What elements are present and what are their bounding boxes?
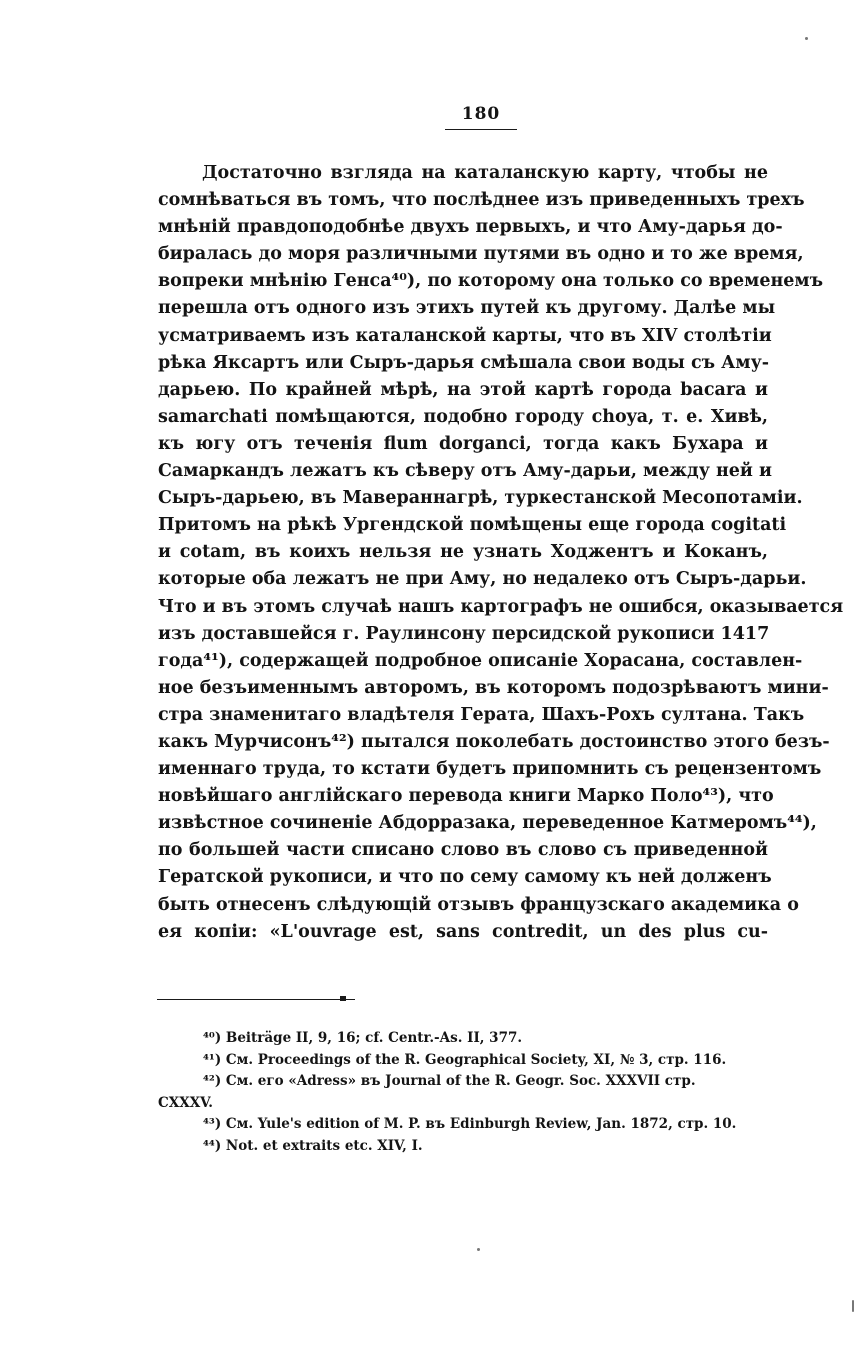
- text-line: Что и въ этомъ случаѣ нашъ картографъ не ошибся, оказывается: [158, 596, 844, 617]
- text-line: стра знаменитаго владѣтеля Герата, Шахъ-Рохъ султана. Такъ: [158, 704, 805, 725]
- text-line: извѣстное сочиненіе Абдорразака, переведенное Катмеромъ⁴⁴),: [158, 813, 817, 834]
- footnote-continuation: CXXXV.: [158, 1094, 213, 1111]
- text-line: которые оба лежатъ не при Аму, но недалеко отъ Сыръ-дарьи.: [158, 569, 807, 590]
- footnote: ⁴²) См. его «Adress» въ Journal of the R. Geogr. Soc. XXXVII стр.: [203, 1073, 696, 1089]
- text-line: перешла отъ одного изъ этихъ путей къ другому. Далѣе мы: [158, 298, 776, 319]
- text-line: ея копіи: «L'ouvrage est, sans contredit, un des plus cu-: [158, 921, 768, 942]
- text-line: вопреки мнѣнію Генса⁴⁰), по которому она только со временемъ: [158, 271, 824, 292]
- text-line: мнѣній правдоподобнѣе двухъ первыхъ, и что Аму-дарья до-: [158, 217, 783, 238]
- text-line: Притомъ на рѣкѣ Ургендской помѣщены еще города cogitati: [158, 515, 787, 536]
- footnote: ⁴⁴) Not. et extraits etc. XIV, I.: [203, 1137, 423, 1154]
- footnote: ⁴³) См. Yule's edition of M. P. въ Edinburgh Review, Jan. 1872, стр. 10.: [203, 1116, 737, 1132]
- footnote: ⁴⁰) Beiträge II, 9, 16; cf. Centr.-As. II, 377.: [203, 1030, 523, 1046]
- text-line: Достаточно взгляда на каталанскую карту, чтобы не: [202, 163, 768, 183]
- header-rule: [445, 129, 517, 130]
- body-text: [158, 160, 844, 946]
- paper-speck: [852, 1300, 854, 1312]
- paper-speck: [805, 37, 808, 40]
- text-line: усматриваемъ изъ каталанской карты, что въ XIV столѣтіи: [158, 325, 772, 346]
- text-line: сомнѣваться въ томъ, что послѣднее изъ приведенныхъ трехъ: [158, 190, 805, 211]
- page-number: 180: [461, 104, 501, 124]
- text-line: дарьею. По крайней мѣрѣ, на этой картѣ города bacara и: [158, 379, 768, 400]
- text-line: и cotam, въ коихъ нельзя не узнать Ходжентъ и Коканъ,: [158, 542, 768, 563]
- text-line: ное безъименнымъ авторомъ, въ которомъ подозрѣваютъ мини-: [158, 677, 829, 698]
- text-line: къ югу отъ теченія flum dorganci, тогда какъ Бухара и: [158, 433, 768, 454]
- text-line: samarchati помѣщаются, подобно городу choya, т. е. Хивѣ,: [158, 406, 768, 427]
- text-line: быть отнесенъ слѣдующій отзывъ французскаго академика о: [158, 894, 799, 915]
- text-line: по большей части списано слово въ слово съ приведенной: [158, 840, 768, 861]
- text-line: именнаго труда, то кстати будетъ припомнить съ рецензентомъ: [158, 759, 822, 780]
- text-line: года⁴¹), содержащей подробное описаніе Хорасана, составлен-: [158, 650, 803, 671]
- footnote: ⁴¹) См. Proceedings of the R. Geographical Society, XI, № 3, стр. 116.: [203, 1051, 727, 1068]
- text-line: биралась до моря различными путями въ одно и то же время,: [158, 244, 804, 265]
- text-line: Самаркандъ лежатъ къ сѣверу отъ Аму-дарьи, между ней и: [158, 461, 772, 482]
- text-line: новѣйшаго англійскаго перевода книги Марко Поло⁴³), что: [158, 786, 774, 807]
- footnote-rule-mark: [340, 996, 346, 1001]
- paper-speck: [477, 1248, 480, 1251]
- footnote-rule: [157, 999, 355, 1000]
- text-line: Гератской рукописи, и что по сему самому къ ней долженъ: [158, 867, 772, 888]
- text-line: рѣка Яксартъ или Сыръ-дарья смѣшала свои воды съ Аму-: [158, 352, 770, 373]
- text-line: какъ Мурчисонъ⁴²) пытался поколебать достоинство этого безъ-: [158, 731, 830, 752]
- text-line: изъ доставшейся г. Раулинсону персидской рукописи 1417: [158, 623, 770, 644]
- footnotes: [158, 1028, 768, 1157]
- text-line: Сыръ-дарьею, въ Мавераннагрѣ, туркестанской Месопотаміи.: [158, 488, 803, 509]
